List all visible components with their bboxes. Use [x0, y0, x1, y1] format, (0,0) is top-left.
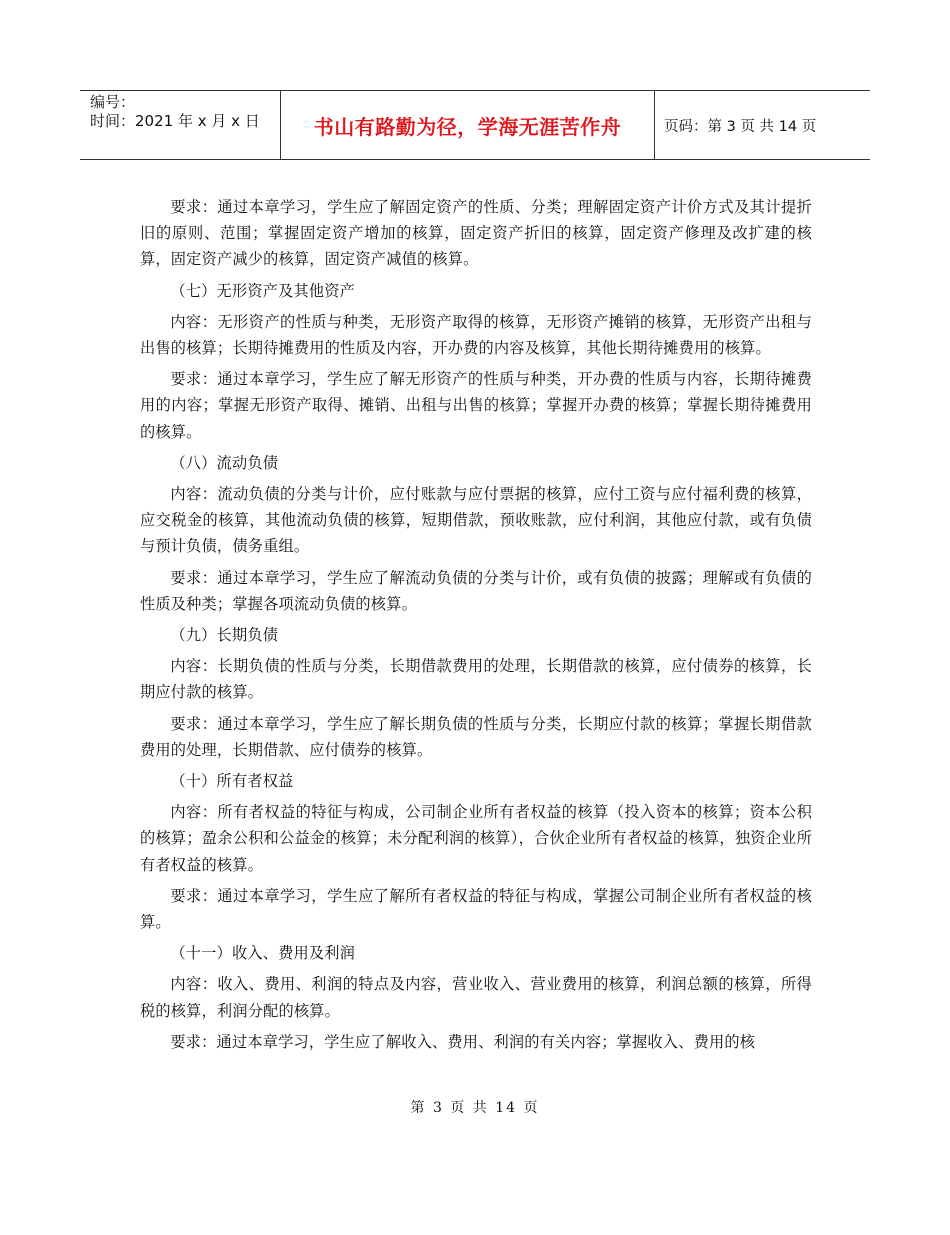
document-header	[80, 90, 870, 160]
paragraph: 内容：所有者权益的特征与构成，公司制企业所有者权益的核算（投入资本的核算；资本公积的核算；盈余公积和公益金的核算；未分配利润的核算），合伙企业所有者权益的核算，独资企业所有者权益的核算。	[140, 803, 812, 874]
paragraph: 要求：通过本章学习，学生应了解固定资产的性质、分类；理解固定资产计价方式及其计提折旧的原则、范围；掌握固定资产增加的核算，固定资产折旧的核算，固定资产修理及改扩建的核算，固定资产减少的核算，固定资产减值的核算。	[140, 198, 812, 269]
number-label: 编号：	[90, 93, 136, 111]
section-heading: （七）无形资产及其他资产	[170, 281, 356, 300]
header-meta	[80, 91, 281, 159]
document-body	[140, 194, 812, 1055]
section-heading: （十）所有者权益	[170, 772, 294, 791]
section-heading: （八）流动负债	[170, 453, 279, 472]
paragraph: 内容：流动负债的分类与计价，应付账款与应付票据的核算，应付工资与应付福利费的核算，应交税金的核算，其他流动负债的核算，短期借款，预收账款，应付利润，其他应付款，或有负债与预计负债，债务重组。	[140, 485, 812, 556]
paragraph: 要求：通过本章学习，学生应了解长期负债的性质与分类，长期应付款的核算；掌握长期借款费用的处理，长期借款、应付债券的核算。	[140, 714, 812, 759]
paragraph: 要求：通过本章学习，学生应了解所有者权益的特征与构成，掌握公司制企业所有者权益的核算。	[140, 886, 812, 932]
paragraph: 要求：通过本章学习，学生应了解收入、费用、利润的有关内容；掌握收入、费用的核	[170, 1032, 756, 1051]
paragraph: 要求：通过本章学习，学生应了解无形资产的性质与种类，开办费的性质与内容，长期待摊费用的内容；掌握无形资产取得、摊销、出租与出售的核算；掌握开办费的核算；掌握长期待摊费用的核算。	[140, 370, 812, 441]
header-page-info: 页码：第 3 页 共 14 页	[664, 118, 817, 135]
section-heading: （十一）收入、费用及利润	[170, 944, 356, 963]
paragraph: 内容：收入、费用、利润的特点及内容，营业收入、营业费用的核算，利润总额的核算，所得税的核算，利润分配的核算。	[140, 975, 812, 1020]
section-heading: （九）长期负债	[170, 626, 279, 645]
time-label: 时间：2021 年 x 月 x 日	[90, 112, 260, 130]
paragraph: 内容：长期负债的性质与分类，长期借款费用的处理，长期借款的核算，应付债券的核算，长期应付款的核算。	[140, 657, 812, 702]
paragraph: 要求：通过本章学习，学生应了解流动负债的分类与计价，或有负债的披露；理解或有负债的性质及种类；掌握各项流动负债的核算。	[140, 568, 812, 613]
header-motto: 书山有路勤为径，学海无涯苦作舟	[281, 91, 655, 159]
page-footer: 第 3 页 共 14 页	[410, 1100, 540, 1116]
paragraph: 内容：无形资产的性质与种类，无形资产取得的核算，无形资产摊销的核算，无形资产出租与出售的核算；长期待摊费用的性质及内容，开办费的内容及核算，其他长期待摊费用的核算。	[140, 312, 812, 358]
